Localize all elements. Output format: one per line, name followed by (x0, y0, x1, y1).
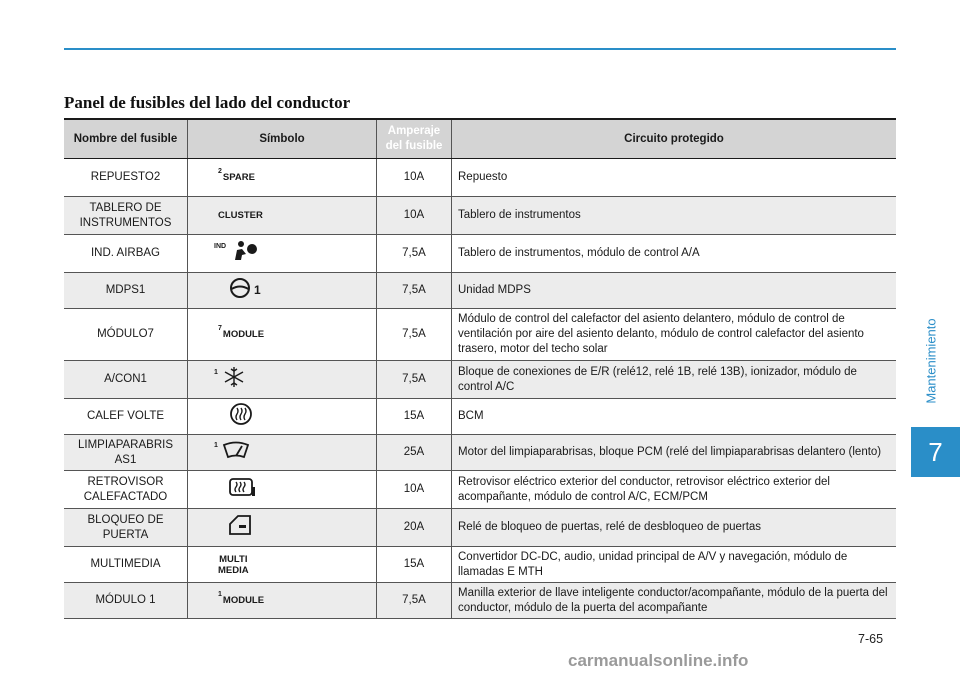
fuse-name: MÓDULO7 (64, 309, 188, 361)
protected-circuit: Bloque de conexiones de E/R (relé12, relé 1B, relé 13B), ionizador, módulo de control A/C (452, 361, 897, 399)
fuse-name: REPUESTO2 (64, 159, 188, 197)
symbol-superscript: 7 (218, 324, 222, 332)
symbol-superscript: 1 (218, 590, 222, 598)
fuse-amperage: 15A (377, 399, 452, 435)
table-row (64, 235, 896, 273)
fuse-name: MÓDULO 1 (64, 583, 188, 619)
protected-circuit: Motor del limpiaparabrisas, bloque PCM (relé del limpiaparabrisas delantero (lento) (452, 435, 897, 471)
chapter-tab[interactable]: 7 (911, 427, 960, 477)
steering-icon (228, 277, 261, 304)
side-section-label (921, 302, 941, 420)
fuse-symbol (188, 361, 377, 399)
fuse-name: MULTIMEDIA (64, 547, 188, 583)
symbol-suffix: 1 (254, 283, 261, 297)
symbol-text: MODULE (222, 328, 265, 340)
symbol-text-line1: MULTI (219, 553, 248, 565)
fuse-symbol (188, 435, 377, 471)
fuse-symbol (188, 583, 377, 619)
table-row (64, 197, 896, 235)
symbol-label (218, 590, 265, 609)
protected-circuit: Manilla exterior de llave inteligente conductor/acompañante, módulo de la puerta del conductor, módulo de la puerta del acompañante (452, 583, 897, 619)
fuse-amperage: 15A (377, 547, 452, 583)
fuse-name: A/CON1 (64, 361, 188, 399)
protected-circuit: Convertidor DC-DC, audio, unidad principal de A/V y navegación, módulo de llamadas E MTH (452, 547, 897, 583)
protected-circuit: BCM (452, 399, 897, 435)
symbol-text: SPARE (222, 171, 255, 183)
header-fuse-name: Nombre del fusible (64, 119, 188, 159)
fuse-symbol (188, 235, 377, 273)
table-row (64, 435, 896, 471)
fuse-symbol (188, 399, 377, 435)
table-row (64, 399, 896, 435)
fuse-amperage: 7,5A (377, 273, 452, 309)
table-body (64, 159, 896, 619)
wiper-icon (214, 440, 250, 465)
symbol-text: CLUSTER (218, 210, 263, 221)
protected-circuit: Unidad MDPS (452, 273, 897, 309)
header-symbol: Símbolo (188, 119, 377, 159)
fuse-name: RETROVISOR CALEFACTADO (64, 471, 188, 509)
symbol-label (218, 554, 249, 576)
table-row (64, 361, 896, 399)
protected-circuit: Módulo de control del calefactor del asiento delantero, módulo de control de ventilación por aire del asiento delanto, módulo de control calefactor del asiento trasero, motor del techo solar (452, 309, 897, 361)
fuse-symbol (188, 159, 377, 197)
fuse-amperage: 10A (377, 159, 452, 197)
header-amperage: Amperaje del fusible (377, 119, 452, 159)
symbol-superscript: 2 (218, 167, 222, 175)
table-row (64, 583, 896, 619)
symbol-text-line2: MEDIA (218, 564, 249, 576)
fuse-table (64, 118, 896, 619)
symbol-label (218, 324, 265, 343)
snowflake-icon (214, 365, 246, 394)
fuse-symbol (188, 309, 377, 361)
fuse-symbol (188, 471, 377, 509)
door-lock-icon (228, 514, 252, 541)
table-row (64, 273, 896, 309)
fuse-amperage: 10A (377, 197, 452, 235)
fuse-amperage: 7,5A (377, 583, 452, 619)
symbol-superscript: 1 (214, 369, 218, 376)
fuse-amperage: 7,5A (377, 235, 452, 273)
fuse-amperage: 7,5A (377, 309, 452, 361)
fuse-name: CALEF VOLTE (64, 399, 188, 435)
protected-circuit: Relé de bloqueo de puertas, relé de desbloqueo de puertas (452, 509, 897, 547)
fuse-name: TABLERO DE INSTRUMENTOS (64, 197, 188, 235)
table-row (64, 547, 896, 583)
protected-circuit: Repuesto (452, 159, 897, 197)
symbol-label (218, 167, 255, 186)
protected-circuit: Tablero de instrumentos, módulo de control A/A (452, 235, 897, 273)
fuse-symbol (188, 273, 377, 309)
protected-circuit: Tablero de instrumentos (452, 197, 897, 235)
mirror-heat-icon (228, 476, 256, 503)
symbol-text: MODULE (222, 594, 265, 606)
fuse-amperage: 25A (377, 435, 452, 471)
table-row (64, 159, 896, 197)
table-row (64, 471, 896, 509)
fuse-name: MDPS1 (64, 273, 188, 309)
side-section-text: Mantenimiento (923, 318, 939, 404)
fuse-symbol (188, 547, 377, 583)
fuse-amperage: 20A (377, 509, 452, 547)
protected-circuit: Retrovisor eléctrico exterior del conductor, retrovisor eléctrico exterior del acompañante, módulo de control A/C, ECM/PCM (452, 471, 897, 509)
airbag-icon (214, 240, 258, 267)
fuse-name: IND. AIRBAG (64, 235, 188, 273)
fuse-symbol (188, 197, 377, 235)
table-row (64, 509, 896, 547)
watermark: carmanualsonline.info (568, 651, 749, 670)
symbol-superscript: IND (214, 243, 227, 250)
fuse-amperage: 7,5A (377, 361, 452, 399)
page-number: 7-65 (858, 632, 884, 646)
page-title: Panel de fusibles del lado del conductor (64, 93, 351, 112)
table-header-row (64, 119, 896, 159)
fuse-name: BLOQUEO DE PUERTA (64, 509, 188, 547)
fuse-amperage: 10A (377, 471, 452, 509)
header-circuit: Circuito protegido (452, 119, 897, 159)
fuse-name: LIMPIAPARABRIS AS1 (64, 435, 188, 471)
heated-steering-icon (228, 402, 254, 431)
top-rule (64, 48, 896, 50)
table-row (64, 309, 896, 361)
fuse-symbol (188, 509, 377, 547)
symbol-superscript: 1 (214, 442, 218, 449)
symbol-label (218, 208, 263, 223)
